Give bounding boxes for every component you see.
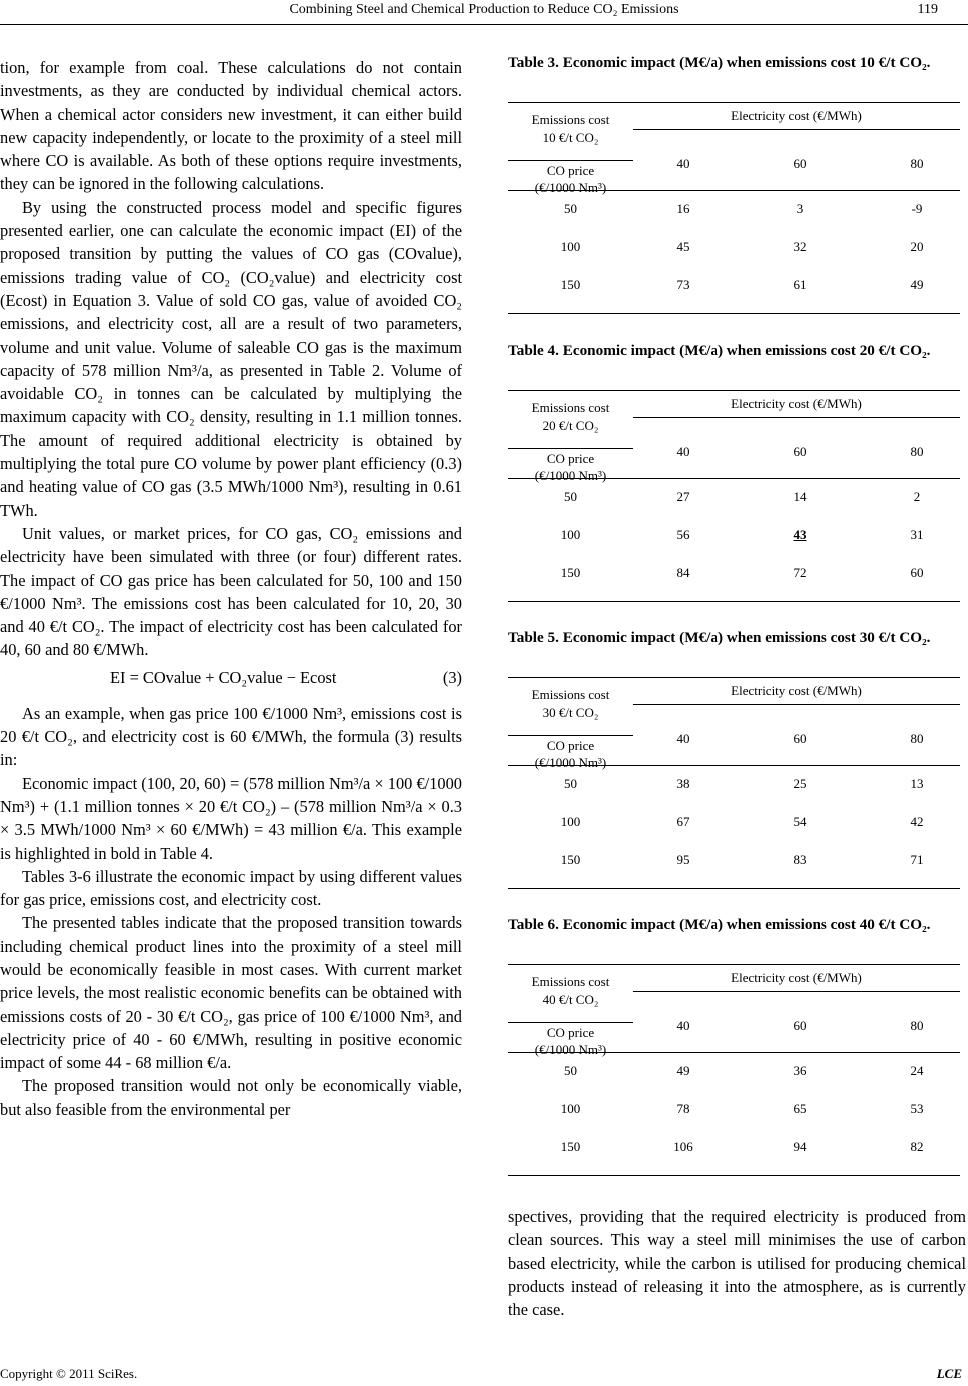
table-top-rule — [508, 390, 960, 391]
impact-value: 60 — [910, 565, 924, 580]
paragraph: As an example, when gas price 100 €/1000 Nm³, emissions cost is 20 €/t CO₂, and electricity cost is 60 €/MWh, the formula (3) results in: — [0, 703, 462, 770]
electricity-cost-value: 80 — [910, 731, 924, 746]
impact-value: 13 — [910, 776, 924, 791]
table-4 — [508, 340, 960, 580]
table-caption: Table 4. Economic impact (M€/a) when emissions cost 20 €/t CO₂. — [508, 342, 931, 359]
electricity-cost-value: 60 — [793, 156, 807, 171]
highlighted-value: 43 — [793, 527, 807, 542]
co-price-unit: (€/1000 Nm³) — [534, 755, 607, 770]
table-bottom-rule — [508, 313, 960, 314]
emissions-cost-label: Emissions cost — [531, 974, 610, 989]
co-price-label: CO price — [546, 1025, 595, 1040]
co-price-unit: (€/1000 Nm³) — [534, 468, 607, 483]
table-caption: Table 6. Economic impact (M€/a) when emissions cost 40 €/t CO₂. — [508, 916, 931, 933]
co-price-value: 100 — [560, 1101, 581, 1116]
co-price-value: 100 — [560, 239, 581, 254]
right-column-text — [508, 1205, 966, 1321]
paragraph: Unit values, or market prices, for CO gas, CO₂ emissions and electricity have been simulated with three (or four) different rates. The impact of CO gas price has been calculated for 50, 100 and 150 €/1000 Nm³. The emissions cost has been calculated for 10, 20, 30 and 40 €/t CO₂. The impact of electricity cost has been calculated for 40, 60 and 80 €/MWh. — [0, 523, 462, 660]
page-number: 119 — [917, 2, 938, 17]
paragraph: Economic impact (100, 20, 60) = (578 million Nm³/a × 100 €/1000 Nm³) + (1.1 million tonnes × 20 €/t CO₂) – (578 million Nm³/a × 0.3 × 3.5 MWh/1000 Nm³ × 60 €/MWh) = 43 million €/a. This example is highlighted in bold in Table 4. — [0, 773, 462, 863]
running-title: Combining Steel and Chemical Production to Reduce CO₂ Emissions — [289, 2, 679, 17]
table-subheader-rule — [633, 129, 960, 130]
table-bottom-rule — [508, 888, 960, 889]
impact-value: 82 — [910, 1139, 924, 1154]
impact-value: 27 — [676, 489, 690, 504]
emissions-cost-label: Emissions cost — [531, 687, 610, 702]
co-price-value: 100 — [560, 527, 581, 542]
impact-value: 49 — [676, 1063, 690, 1078]
impact-value: 56 — [676, 527, 690, 542]
impact-value: 83 — [793, 852, 807, 867]
emissions-cost-value: 30 €/t CO₂ — [542, 705, 599, 720]
table-top-rule — [508, 677, 960, 678]
impact-value — [750, 526, 850, 543]
impact-value: 45 — [676, 239, 690, 254]
co-price-value: 100 — [560, 814, 581, 829]
table-subheader-rule — [633, 991, 960, 992]
impact-value: 25 — [793, 776, 807, 791]
emissions-cost-label: Emissions cost — [531, 112, 610, 127]
table-5 — [508, 627, 960, 867]
electricity-cost-header: Electricity cost (€/MWh) — [731, 396, 862, 411]
paragraph: spectives, providing that the required electricity is produced from clean sources. This way a steel mill minimises the use of carbon based electricity, while the carbon is utilised for producing chemical products instead of releasing it into the atmosphere, as is currently the case. — [508, 1207, 966, 1320]
impact-value: 72 — [793, 565, 807, 580]
impact-value: 38 — [676, 776, 690, 791]
emissions-cost-value: 40 €/t CO₂ — [542, 992, 599, 1007]
electricity-cost-header: Electricity cost (€/MWh) — [731, 970, 862, 985]
co-price-label: CO price — [546, 738, 595, 753]
table-6 — [508, 914, 960, 1154]
impact-value: 42 — [910, 814, 924, 829]
co-price-unit: (€/1000 Nm³) — [534, 180, 607, 195]
co-price-label: CO price — [546, 163, 595, 178]
paragraph: tion, for example from coal. These calculations do not contain investments, as they are conducted by individual chemical actors. When a chemical actor considers new investment, it can either build new capacity independently, or locate to the proximity of a steel mill where CO is available. As both of these options require investments, they can be ignored in the following calculations. — [0, 58, 462, 194]
impact-value: 67 — [676, 814, 690, 829]
impact-value: 84 — [676, 565, 690, 580]
co-price-value: 50 — [564, 1063, 577, 1078]
impact-value: 16 — [676, 201, 690, 216]
impact-value: 3 — [796, 201, 804, 216]
emissions-cost-value: 20 €/t CO₂ — [542, 418, 599, 433]
co-price-value: 50 — [564, 201, 577, 216]
co-price-value: 150 — [560, 565, 581, 580]
table-caption: Table 5. Economic impact (M€/a) when emissions cost 30 €/t CO₂. — [508, 629, 931, 646]
impact-value: 73 — [676, 277, 690, 292]
emissions-cost-value: 10 €/t CO₂ — [542, 130, 599, 145]
electricity-cost-value: 40 — [676, 444, 690, 459]
impact-value: 31 — [910, 527, 924, 542]
electricity-cost-value: 60 — [793, 731, 807, 746]
impact-value: 94 — [793, 1139, 807, 1154]
impact-value: -9 — [911, 201, 923, 216]
impact-value: 78 — [676, 1101, 690, 1116]
co-price-unit: (€/1000 Nm³) — [534, 1042, 607, 1057]
equation-3 — [0, 662, 462, 702]
table-top-rule — [508, 964, 960, 965]
co-price-value: 50 — [564, 489, 577, 504]
impact-value: 14 — [793, 489, 807, 504]
table-subheader-rule — [633, 704, 960, 705]
table-stub-rule — [508, 160, 633, 161]
data-table — [508, 677, 960, 897]
electricity-cost-value: 60 — [793, 1018, 807, 1033]
impact-value: 53 — [910, 1101, 924, 1116]
co-price-label: CO price — [546, 451, 595, 466]
table-subheader-rule — [633, 417, 960, 418]
impact-value: 106 — [673, 1139, 693, 1154]
impact-value: 49 — [910, 277, 924, 292]
table-bottom-rule — [508, 1175, 960, 1176]
impact-value: 71 — [910, 852, 924, 867]
electricity-cost-value: 60 — [793, 444, 807, 459]
electricity-cost-header: Electricity cost (€/MWh) — [731, 683, 862, 698]
impact-value: 24 — [910, 1063, 924, 1078]
paragraph: By using the constructed process model and specific figures presented earlier, one can calculate the economic impact (EI) of the proposed transition by putting the values of CO gas (COvalue), emissions trading value of CO₂ (CO₂value) and electricity cost (Ecost) in Equation 3. Value of sold CO gas, value of avoided CO₂ emissions, and electricity cost, all are a result of two parameters, volume and unit value. Volume of saleable CO gas is the maximum capacity of 578 million Nm³/a, as presented in Table 2. Volume of avoidable CO₂ in tonnes can be calculated by multiplying the maximum capacity with CO₂ density, resulting in 1.1 million tonnes. The amount of required additional electricity is obtained by multiplying the total pure CO volume by power plant efficiency (0.3) and heating value of CO gas (3.5 MWh/1000 Nm³), resulting in 0.61 TWh. — [0, 197, 462, 520]
co-price-value: 150 — [560, 852, 581, 867]
impact-value: 2 — [913, 489, 921, 504]
emissions-cost-label: Emissions cost — [531, 400, 610, 415]
impact-value: 54 — [793, 814, 807, 829]
data-table — [508, 964, 960, 1184]
header-rule — [0, 24, 968, 25]
table-stub-rule — [508, 735, 633, 736]
electricity-cost-header: Electricity cost (€/MWh) — [731, 108, 862, 123]
paragraph: The proposed transition would not only be economically viable, but also feasible from the environmental per — [0, 1076, 462, 1119]
electricity-cost-value: 40 — [676, 156, 690, 171]
impact-value: 61 — [793, 277, 807, 292]
impact-value: 20 — [910, 239, 924, 254]
equation-number: (3) — [442, 667, 462, 687]
equation-text: EI = COvalue + CO₂value − Ecost — [110, 667, 337, 687]
table-stub-rule — [508, 1022, 633, 1023]
electricity-cost-value: 80 — [910, 156, 924, 171]
table-stub-rule — [508, 448, 633, 449]
paragraph: Tables 3-6 illustrate the economic impact by using different values for gas price, emissions cost, and electricity cost. — [0, 866, 462, 910]
data-table — [508, 390, 960, 610]
impact-value: 32 — [793, 239, 807, 254]
co-price-value: 150 — [560, 1139, 581, 1154]
table-top-rule — [508, 102, 960, 103]
electricity-cost-value: 40 — [676, 731, 690, 746]
table-3 — [508, 52, 960, 292]
electricity-cost-value: 80 — [910, 1018, 924, 1033]
table-bottom-rule — [508, 601, 960, 602]
impact-value: 95 — [676, 852, 690, 867]
journal-abbrev: LCE — [936, 1366, 962, 1381]
copyright: Copyright © 2011 SciRes. — [0, 1366, 138, 1381]
impact-value: 65 — [793, 1101, 807, 1116]
co-price-value: 50 — [564, 776, 577, 791]
electricity-cost-value: 80 — [910, 444, 924, 459]
left-column — [0, 56, 462, 1121]
running-header — [0, 0, 968, 24]
electricity-cost-value: 40 — [676, 1018, 690, 1033]
co-price-value: 150 — [560, 277, 581, 292]
data-table — [508, 102, 960, 322]
paragraph: The presented tables indicate that the proposed transition towards including chemical product lines into the proximity of a steel mill would be economically feasible in most cases. With current market price levels, the most realistic economic benefits can be obtained with emissions costs of 20 - 30 €/t CO₂, gas price of 100 €/1000 Nm³, and electricity price of 40 - 60 €/MWh, resulting in positive economic impact of some 44 - 68 million €/a. — [0, 913, 462, 1073]
table-caption: Table 3. Economic impact (M€/a) when emissions cost 10 €/t CO₂. — [508, 54, 931, 71]
impact-value: 36 — [793, 1063, 807, 1078]
